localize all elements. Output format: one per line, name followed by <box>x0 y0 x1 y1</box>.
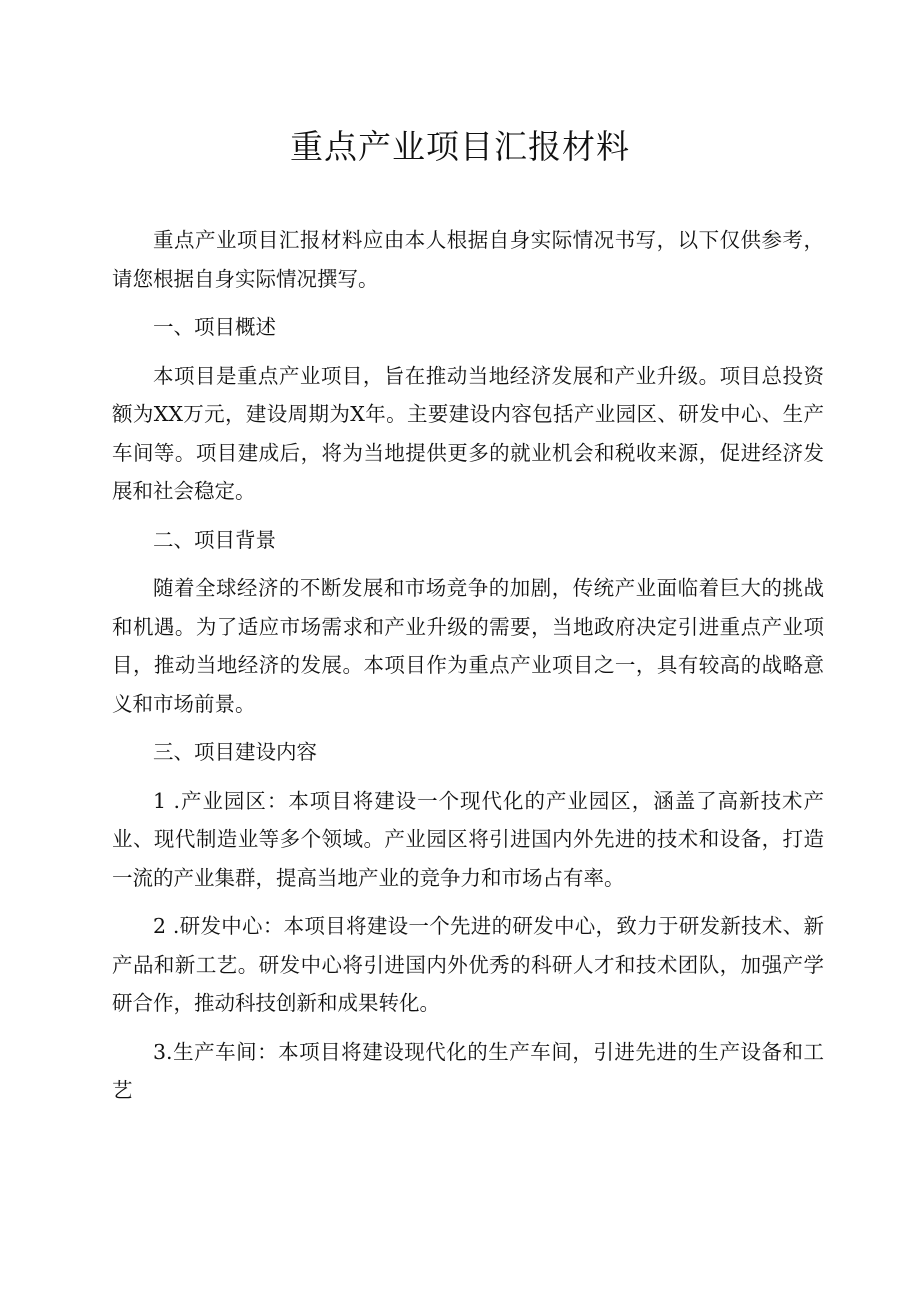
background-paragraph: 随着全球经济的不断发展和市场竞争的加剧，传统产业面临着巨大的挑战和机遇。为了适应市场需求和产业升级的需要，当地政府决定引进重点产业项目，推动当地经济的发展。本项目作为重点产业项目之一，具有较高的战略意义和市场前景。 <box>112 576 824 716</box>
intro-paragraph: 重点产业项目汇报材料应由本人根据自身实际情况书写，以下仅供参考，请您根据自身实际情况撰写。 <box>112 228 824 291</box>
section-heading-construction: 三、项目建设内容 <box>153 740 317 764</box>
document-title: 重点产业项目汇报材料 <box>290 127 630 166</box>
overview-paragraph: 本项目是重点产业项目，旨在推动当地经济发展和产业升级。项目总投资额为XX万元，建设周期为X年。主要建设内容包括产业园区、研发中心、生产车间等。项目建成后，将为当地提供更多的就业机会和税收来源，促进经济发展和社会稳定。 <box>112 363 824 503</box>
section-heading-overview: 一、项目概述 <box>153 315 276 339</box>
construction-item-industrial-park: 1 .产业园区：本项目将建设一个现代化的产业园区，涵盖了高新技术产业、现代制造业等多个领域。产业园区将引进国内外先进的技术和设备，打造一流的产业集群，提高当地产业的竞争力和市场占有率。 <box>112 788 824 890</box>
document-body <box>112 221 824 1120</box>
construction-item-rd-center: 2 .研发中心：本项目将建设一个先进的研发中心，致力于研发新技术、新产品和新工艺。研发中心将引进国内外优秀的科研人才和技术团队，加强产学研合作，推动科技创新和成果转化。 <box>112 914 824 1015</box>
construction-item-workshop: 3.生产车间：本项目将建设现代化的生产车间，引进先进的生产设备和工艺 <box>112 1039 824 1102</box>
section-heading-background: 二、项目背景 <box>153 527 276 552</box>
